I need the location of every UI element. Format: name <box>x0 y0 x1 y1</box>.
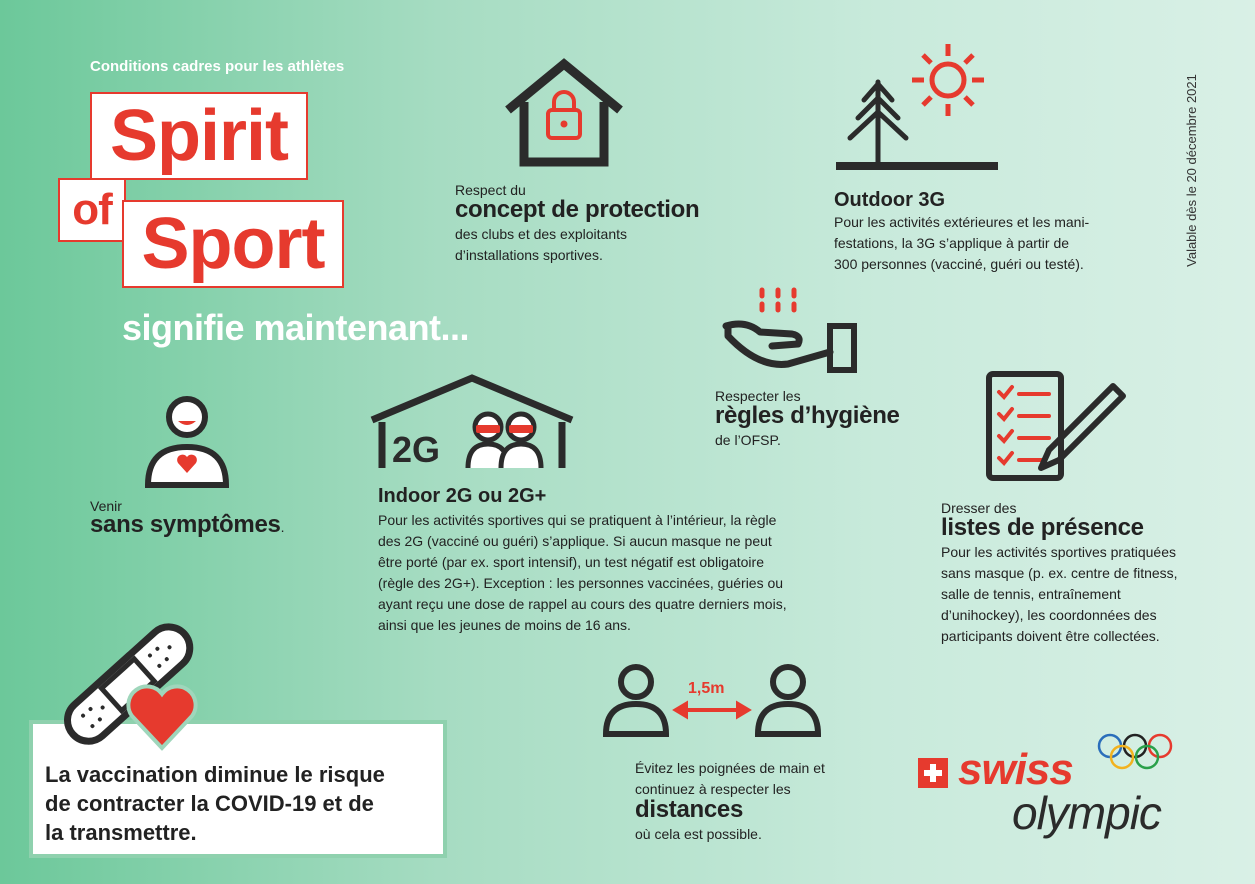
hygiene-intro: Respecter les <box>715 388 801 404</box>
distance-line-2: continuez à respecter les <box>635 781 791 797</box>
hygiene-desc: de l’OFSP. <box>715 432 781 448</box>
outdoor-line-3: 300 personnes (vacciné, guéri ou testé). <box>834 256 1084 272</box>
protection-intro: Respect du <box>455 182 526 198</box>
indoor-line-2: des 2G (vacciné ou guéri) s’applique. Si aucun masque ne peut <box>378 533 772 549</box>
protection-desc-1: des clubs et des exploitants <box>455 226 627 242</box>
vaccination-text <box>45 760 441 847</box>
vaccination-line-2: de contracter la COVID-19 et de <box>45 791 374 816</box>
presence-intro: Dresser des <box>941 500 1017 516</box>
presence-line-4: d’unihockey), les coordonnées des <box>941 607 1157 623</box>
logo-swiss-text: swiss <box>958 745 1073 794</box>
presence-line-1: Pour les activités sportives pratiquées <box>941 544 1176 560</box>
bandage-heart-icon <box>50 614 210 754</box>
presence-line-2: sans masque (p. ex. centre de fitness, <box>941 565 1178 581</box>
title-of: of <box>58 178 126 242</box>
outdoor-title: Outdoor 3G <box>834 189 946 211</box>
validity-note: Valable dès le 20 décembre 2021 <box>1183 73 1199 267</box>
icon-2g-label: 2G <box>392 429 441 470</box>
symptoms-intro: Venir <box>90 498 122 514</box>
indoor-line-3: être porté (par ex. sport intensif), un test négatif est obligatoire <box>378 554 764 570</box>
subtitle: Conditions cadres pour les athlètes <box>90 58 345 75</box>
outdoor-line-2: festations, la 3G s’applique à partir de <box>834 235 1070 251</box>
healthy-person-icon <box>140 393 235 488</box>
hygiene-title: règles d’hygiène <box>715 402 900 429</box>
indoor-line-4: (règle des 2G+). Exception : les personnes vaccinées, guéries ou <box>378 575 784 591</box>
indoor-line-6: ainsi que les jeunes de moins de 16 ans. <box>378 617 631 633</box>
presence-title: listes de présence <box>941 514 1144 541</box>
distance-people-icon <box>602 662 824 738</box>
house-lock-icon <box>500 58 628 168</box>
distance-title: distances <box>635 796 744 823</box>
vaccination-line-3: la transmettre. <box>45 820 197 845</box>
indoor-line-1: Pour les activités sportives qui se pratiquent à l’intérieur, la règle <box>378 512 777 528</box>
protection-desc-2: d’installations sportives. <box>455 247 603 263</box>
symptoms-title-row <box>90 511 284 541</box>
outdoor-line-1: Pour les activités extérieures et les mani- <box>834 214 1090 230</box>
protection-title: concept de protection <box>455 196 700 223</box>
title-sport: Sport <box>122 200 344 288</box>
indoor-title: Indoor 2G ou 2G+ <box>378 485 547 507</box>
tree-sun-icon <box>832 40 1002 175</box>
logo-olympic-text: olympic <box>1012 787 1161 839</box>
olympic-rings-icon <box>1096 732 1174 772</box>
distance-desc: où cela est possible. <box>635 826 762 842</box>
symptoms-period: . <box>280 519 285 535</box>
title-spirit: Spirit <box>90 92 308 180</box>
symptoms-title: sans symptômes <box>90 511 281 538</box>
hand-wash-icon <box>718 284 863 376</box>
checklist-icon <box>985 368 1130 486</box>
presence-line-5: participants doivent être collectées. <box>941 628 1160 644</box>
vaccination-line-1: La vaccination diminue le risque <box>45 762 385 787</box>
swiss-flag-icon <box>918 758 948 788</box>
presence-line-3: salle de tennis, entraînement <box>941 586 1121 602</box>
indoor-line-5: ayant reçu une dose de rappel au cours des quatre derniers mois, <box>378 596 787 612</box>
distance-label: 1,5m <box>688 680 725 697</box>
tagline: signifie maintenant... <box>122 307 470 348</box>
distance-line-1: Évitez les poignées de main et <box>635 760 825 776</box>
